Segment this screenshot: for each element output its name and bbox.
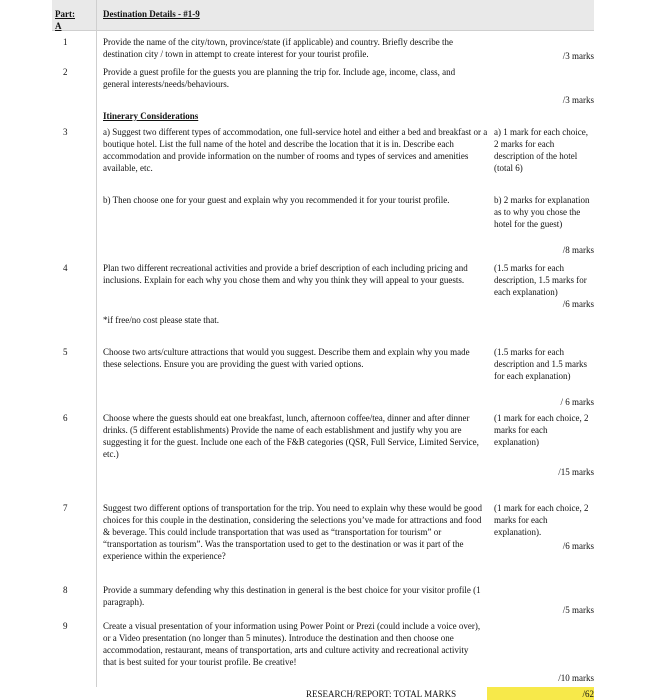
item-3b-description: b) Then choose one for your guest and explain why you recommended it for your tourist profile. — [103, 195, 450, 205]
item-7-marks-note: (1 mark for each choice, 2 marks for each explanation). — [494, 503, 589, 537]
item-4-free-note: *if free/no cost please state that. — [103, 315, 219, 325]
part-label: Part: — [55, 9, 75, 19]
item-9-description: Create a visual presentation of your information using Power Point or Prezi (could include a voice over), or a Video presentation (no longer than 5 minutes). Introduce the destination and then choose one accommodation, restaurant, means of transportation, arts and culture activity and recreational activity that is best suited for your tourist profile. Be creative! — [103, 621, 481, 667]
item-4-marks: /6 marks — [562, 299, 594, 309]
item-5-marks-note: (1.5 marks for each description and 1.5 marks for each explanation) — [494, 347, 587, 381]
item-3b-marks-note: b) 2 marks for explanation as to why you chose the hotel for the guest) — [494, 195, 590, 229]
item-8-description: Provide a summary defending why this destination in general is the best choice for your visitor profile (1 paragraph). — [103, 585, 481, 607]
item-6-marks-note: (1 mark for each choice, 2 marks for each explanation) — [494, 413, 589, 447]
item-3-number: 3 — [63, 127, 68, 137]
item-3a-description: a) Suggest two different types of accommodation, one full-service hotel and either a bed and breakfast or a boutique hotel. List the full name of the hotel and describe the location that it is in. Describe each accommodation and provide information on the number of rooms and types of services and amenities available, etc. — [103, 127, 488, 173]
item-4-number: 4 — [63, 263, 68, 273]
item-4-description: Plan two different recreational activities and provide a brief description of each including pricing and inclusions. Explain for each why you chose them and why you think they will appeal to your guests. — [103, 263, 468, 285]
item-8-marks: /5 marks — [562, 605, 594, 615]
item-5-number: 5 — [63, 347, 68, 357]
item-8-number: 8 — [63, 585, 68, 595]
item-9-marks: /10 marks — [558, 673, 594, 683]
item-6-description: Choose where the guests should eat one breakfast, lunch, afternoon coffee/tea, dinner and after dinner drinks. (5 different establishments) Provide the name of each establishment and justify why you are suggesting it for the guest. Include one each of the F&B categories (QSR, Full Service, Limited Service, etc.) — [103, 413, 479, 459]
part-sub-label: A — [55, 21, 62, 31]
item-1-marks: /3 marks — [562, 51, 594, 61]
total-label: RESEARCH/REPORT: TOTAL MARKS — [306, 689, 457, 699]
item-2-description: Provide a guest profile for the guests you are planning the trip for. Include age, income, class, and general interests/needs/behaviours. — [103, 67, 456, 89]
item-1-description: Provide the name of the city/town, province/state (if applicable) and country. Briefly describe the destination city / town in attempt to create interest for your tourist profile. — [103, 37, 454, 59]
item-9-number: 9 — [63, 621, 68, 631]
item-7-marks: /6 marks — [562, 541, 594, 551]
header-divider — [52, 30, 594, 31]
column-divider — [96, 0, 97, 687]
item-7-description: Suggest two different options of transportation for the trip. You need to explain why these would be good choices for this couple in the destination, considering the selections you’ve made for attractions and food & beverage. This could include transportation that was used as “transportation for tourism” or “transportation as tourism”. Was the transportation used to get to the destination or was it part of the experience within the experience? — [103, 503, 483, 561]
item-3-marks: /8 marks — [562, 245, 594, 255]
item-4-marks-note: (1.5 marks for each description, 1.5 marks for each explanation) — [494, 263, 587, 297]
item-5-marks: / 6 marks — [560, 397, 594, 407]
itinerary-heading: Itinerary Considerations — [103, 111, 199, 121]
item-3a-marks-note: a) 1 mark for each choice, 2 marks for each description of the hotel (total 6) — [494, 127, 588, 173]
section-title: Destination Details - #1-9 — [103, 9, 200, 19]
item-2-number: 2 — [63, 67, 68, 77]
item-5-description: Choose two arts/culture attractions that would you suggest. Describe them and explain why you made these selections. Ensure you are providing the guest with varied options. — [103, 347, 470, 369]
item-1-number: 1 — [63, 37, 68, 47]
item-7-number: 7 — [63, 503, 68, 513]
total-value: /62 — [582, 689, 594, 699]
item-6-marks: /15 marks — [558, 467, 594, 477]
item-6-number: 6 — [63, 413, 68, 423]
item-2-marks: /3 marks — [562, 95, 594, 105]
